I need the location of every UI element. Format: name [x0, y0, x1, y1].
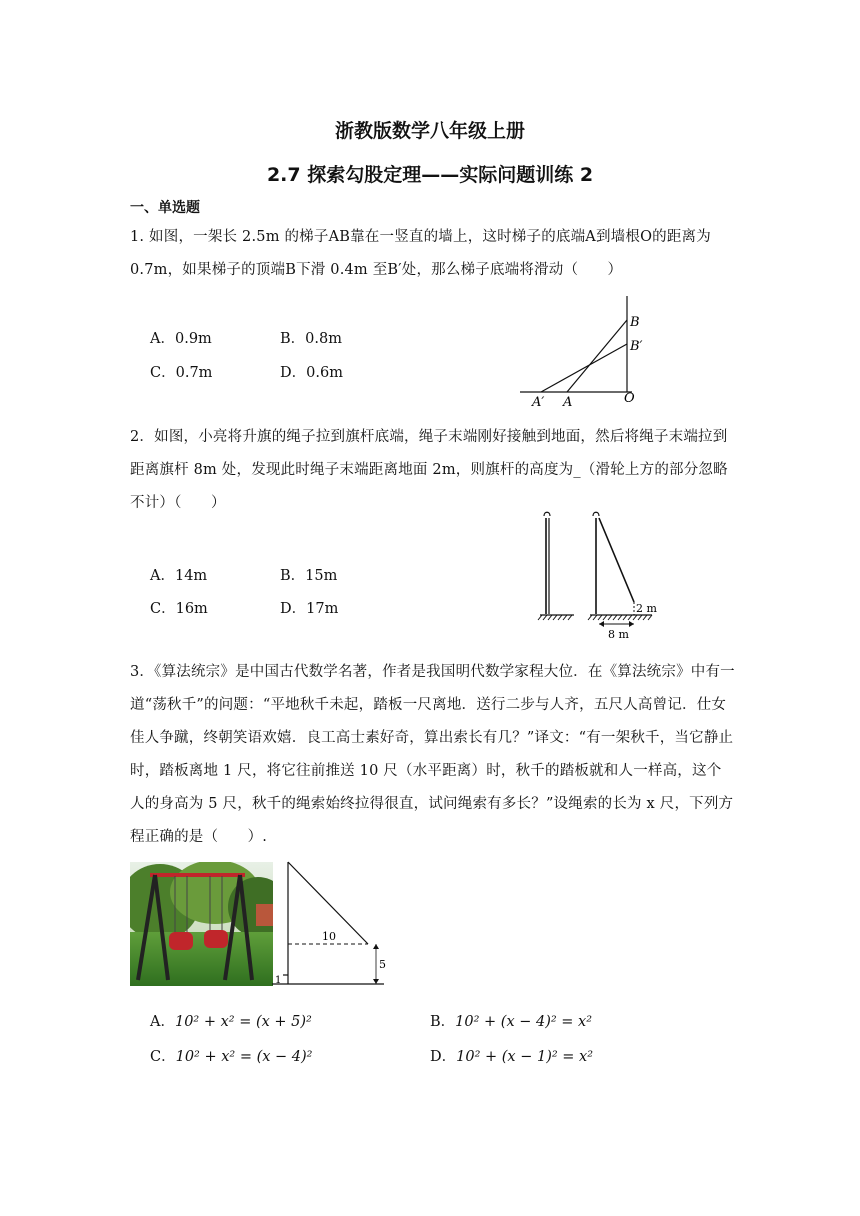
swing-photo-illustration	[130, 862, 273, 986]
question-3-text: 3．《算法统宗》是中国古代数学名著，作者是我国明代数学家程大位．在《算法统宗》中有一道“荡秋千”的问题：“平地秋千未起，踏板一尺离地．送行二步与人齐，五尺人高曾记．仕女佳人争蹴，终朝笑语欢嬉．良工高士素好奇，算出索长有几？”译文：“有一架秋千，当它静止时，踏板离地 1 尺，将它往前推送 10 尺（水平距离）时，秋千的踏板就和人一样高，这个人的身高为 5 尺，秋千的绳索始终拉得很直，试问绳索有多长？”设绳索的长为 x 尺，下列方程正确的是（ ）.	[130, 664, 735, 845]
label-a-prime: A′	[532, 395, 545, 410]
section-heading: 一、单选题	[130, 200, 200, 216]
pulled-rope	[599, 518, 634, 602]
label-a: A	[563, 395, 573, 410]
question-3-option-b[interactable]	[430, 1010, 592, 1031]
ground-1-hatch	[538, 615, 572, 620]
option-label: C．	[150, 365, 176, 381]
option-value: 14m	[174, 568, 208, 584]
option-label: D．	[280, 365, 307, 381]
question-1-option-a[interactable]	[150, 327, 212, 348]
option-label: B．	[430, 1014, 456, 1030]
option-value: 0.9m	[174, 331, 212, 347]
ladder-ab	[567, 320, 627, 392]
option-value: 17m	[306, 601, 339, 617]
label-1: 1	[275, 975, 282, 986]
option-label: C．	[150, 1049, 176, 1065]
label-10: 10	[322, 930, 336, 943]
question-1-option-d[interactable]	[280, 361, 343, 382]
question-2-option-c[interactable]	[150, 597, 208, 618]
swing-photo	[130, 862, 273, 986]
question-1-text: 1. 如图，一架长 2.5m 的梯子AB靠在一竖直的墙上，这时梯子的底端A到墙根O的距离为 0.7m，如果梯子的顶端B下滑 0.4m 至B′处，那么梯子底端将滑动（ ）	[130, 229, 711, 278]
option-value: 10² + (x − 1)² = x²	[456, 1049, 594, 1065]
label-8m: 8 m	[608, 628, 629, 641]
ground-2-hatch	[588, 615, 652, 620]
label-b: B	[630, 315, 640, 330]
option-value: 0.6m	[306, 365, 343, 381]
ladder-figure	[510, 292, 670, 410]
option-value: 10² + x² = (x + 5)²	[174, 1014, 312, 1030]
question-1-option-c[interactable]	[150, 361, 212, 382]
document-subtitle: 2.7 探索勾股定理——实际问题训练 2	[266, 164, 594, 186]
question-3-option-a[interactable]	[150, 1010, 312, 1031]
label-o: O	[624, 391, 635, 406]
option-label: D．	[430, 1049, 457, 1065]
arrow-right-icon	[629, 621, 634, 627]
question-3-option-d[interactable]	[430, 1045, 593, 1066]
flagpole-figure	[530, 506, 665, 646]
pulley-1-icon	[544, 512, 550, 516]
label-b-prime: B′	[630, 339, 643, 354]
option-label: C．	[150, 601, 176, 617]
option-value: 10² + x² = (x − 4)²	[175, 1049, 313, 1065]
question-2-option-a[interactable]	[150, 564, 207, 585]
label-2m: 2 m	[636, 602, 657, 615]
option-value: 10² + (x − 4)² = x²	[455, 1014, 593, 1030]
option-label: A．	[150, 1014, 175, 1030]
option-value: 0.8m	[305, 331, 342, 347]
question-2-text: 2．如图，小亮将升旗的绳子拉到旗杆底端，绳子末端刚好接触到地面，然后将绳子末端拉到距离旗杆 8m 处，发现此时绳子末端距离地面 2m，则旗杆的高度为_（滑轮上方的部分忽略不计）（ ）	[130, 429, 728, 511]
swing-diagram	[272, 858, 390, 990]
label-5: 5	[379, 958, 386, 971]
option-value: 0.7m	[175, 365, 213, 381]
pulley-2-icon	[593, 512, 599, 516]
arrow-down-icon	[373, 979, 379, 984]
option-value: 15m	[305, 568, 338, 584]
arrow-left-icon	[599, 621, 604, 627]
ladder-a-prime-b-prime	[541, 344, 627, 392]
question-2-option-b[interactable]	[280, 564, 337, 585]
question-3-option-c[interactable]	[150, 1045, 313, 1066]
option-label: B．	[280, 331, 306, 347]
option-label: A．	[150, 331, 175, 347]
option-label: B．	[280, 568, 306, 584]
document-title: 浙教版数学八年级上册	[334, 120, 525, 142]
question-2-option-d[interactable]	[280, 597, 338, 618]
question-1-option-b[interactable]	[280, 327, 342, 348]
arrow-up-icon	[373, 944, 379, 949]
option-label: A．	[150, 568, 175, 584]
option-label: D．	[280, 601, 307, 617]
option-value: 16m	[175, 601, 208, 617]
